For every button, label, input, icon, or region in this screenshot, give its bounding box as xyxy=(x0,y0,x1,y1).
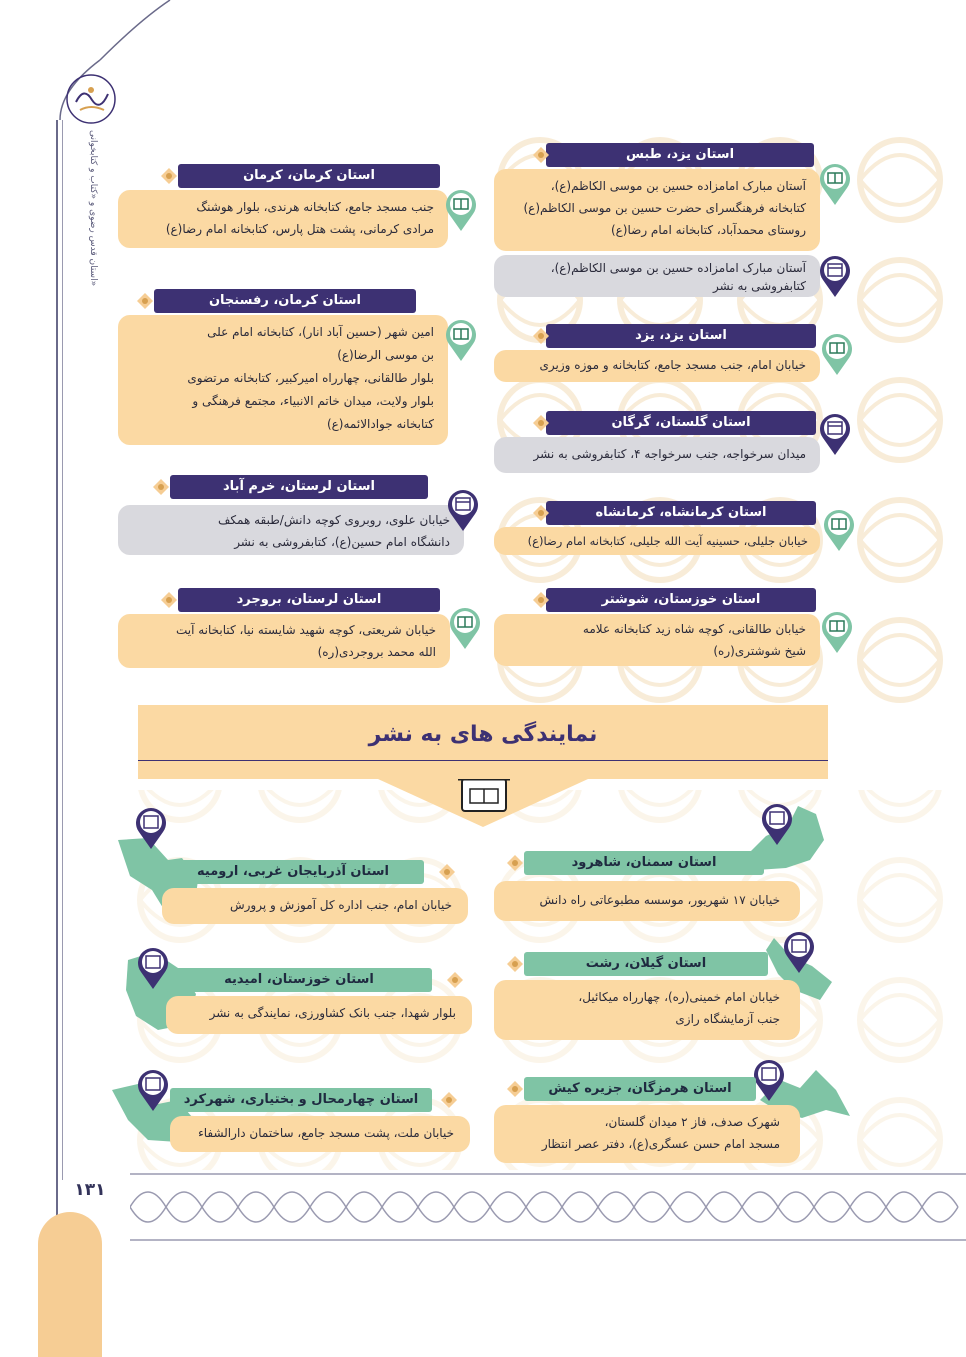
title-ornament-icon xyxy=(532,504,550,522)
page-frame-line xyxy=(56,120,58,1220)
card-body: خیابان طالقانی، کوچه شاه زید کتابخانه علامه شیخ شوشتری(ره) xyxy=(494,614,820,666)
mishkat-logo xyxy=(64,72,118,126)
card-title: استان سمنان، شاهرود xyxy=(524,851,764,875)
title-ornament-icon xyxy=(446,971,464,989)
title-ornament-icon xyxy=(532,146,550,164)
card-body: خیابان ملت، پشت مسجد جامع، ساختمان دارالشفاء xyxy=(170,1116,470,1152)
book-pin-icon xyxy=(820,330,854,376)
card-body: میدان سرخواجه، جنب سرخواجه ۴، کتابفروشی به نشر xyxy=(494,437,820,473)
card-body: آستان مبارک امامزاده حسین بن موسی الکاظم(ع)، کتابخانه فرهنگسرای حضرت حسین بن موسی الکاظم(ع) روستای محمدآباد، کتابخانه امام رضا(ع) xyxy=(494,169,820,251)
card-body: خیابان امام، جنب اداره کل آموزش و پرورش xyxy=(162,888,468,924)
title-ornament-icon xyxy=(532,414,550,432)
card-body: امین شهر (حسین آباد انار)، کتابخانه امام علی بن موسی الرضا(ع) بلوار طالقانی، چهارراه امیرکبیر، کتابخانه مرتضوی بلوار ولایت، میدان خاتم الانبیاء، مجتمع فرهنگی و کتابخانه جوادالائمه(ع) xyxy=(118,315,448,445)
title-ornament-icon xyxy=(160,591,178,609)
book-pin-icon xyxy=(822,506,856,552)
card-body: خیابان امام، جنب مسجد جامع، کتابخانه و موزه وزیری xyxy=(494,350,820,382)
card-title: استان یزد، طبس xyxy=(546,143,814,167)
card-title: استان خوزستان، شوشتر xyxy=(546,588,816,612)
side-running-title: آستان قدس رضوی و «کتاب و کتابخوانی» xyxy=(88,130,98,287)
card-title: استان کرمان، کرمان xyxy=(178,164,440,188)
agency-pin-icon xyxy=(136,944,170,990)
store-pin-icon xyxy=(446,486,480,532)
title-ornament-icon xyxy=(438,863,456,881)
card-title: استان کرمان، رفسنجان xyxy=(154,289,416,313)
card-title: استان هرمزگان، جزیره کیش xyxy=(524,1077,756,1101)
book-pin-icon xyxy=(444,186,478,232)
bookstore-sign-icon xyxy=(378,779,588,829)
title-ornament-icon xyxy=(440,1091,458,1109)
card-title: استان لرستان، خرم آباد xyxy=(170,475,428,499)
card-body: خیابان ۱۷ شهریور، موسسه مطبوعاتی راه دانش xyxy=(494,881,800,921)
card-body: خیابان جلیلی، حسینیه آیت الله جلیلی، کتابخانه امام رضا(ع) xyxy=(494,527,820,555)
card-title: استان خوزستان، امیدیه xyxy=(166,968,432,992)
card-title: استان لرستان، بروجرد xyxy=(178,588,440,612)
agency-pin-icon xyxy=(136,1066,170,1112)
card-title: استان چهارمحال و بختیاری، شهرکرد xyxy=(170,1088,432,1112)
title-ornament-icon xyxy=(532,591,550,609)
card-title: استان گیلان، رشت xyxy=(524,952,768,976)
page-tab xyxy=(38,1212,102,1357)
card-body: جنب مسجد جامع، کتابخانه هرندی، بلوار هوشنگ مرادی کرمانی، پشت هتل پارس، کتابخانه امام رضا(ع) xyxy=(118,190,448,248)
card-title: استان کرمانشاه، کرمانشاه xyxy=(546,501,816,525)
book-pin-icon xyxy=(818,160,852,206)
section-title: نمایندگی های به نشر xyxy=(368,722,598,747)
agency-pin-icon xyxy=(134,804,168,850)
page-frame-line xyxy=(62,120,63,1180)
title-ornament-icon xyxy=(160,167,178,185)
title-ornament-icon xyxy=(506,955,524,973)
card-body: خیابان علوی، روبروی کوچه دانش/طبقه همکف دانشگاه امام حسین(ع)، کتابفروشی به نشر xyxy=(118,505,464,555)
card-body: بلوار شهدا، جنب بانک کشاورزی، نمایندگی به نشر xyxy=(166,996,472,1034)
card-title: استان گلستان، گرگان xyxy=(546,411,816,435)
page-number: ۱۳۱ xyxy=(74,1180,106,1200)
card-title: استان آذربایجان غربی، ارومیه xyxy=(162,860,424,884)
card-body: آستان مبارک امامزاده حسین بن موسی الکاظم(ع)، کتابفروشی به نشر xyxy=(494,255,820,297)
book-pin-icon xyxy=(448,604,482,650)
card-body: خیابان امام خمینی(ره)، چهارراه میکائیل، جنب آزمایشگاه رازی xyxy=(494,980,800,1040)
store-pin-icon xyxy=(818,410,852,456)
title-ornament-icon xyxy=(506,1080,524,1098)
agency-pin-icon xyxy=(752,1056,786,1102)
store-pin-icon xyxy=(818,252,852,298)
book-pin-icon xyxy=(820,608,854,654)
card-title: استان یزد، یزد xyxy=(546,324,816,348)
title-ornament-icon xyxy=(532,327,550,345)
card-body: خیابان شریعتی، کوچه شهید شایسته نیا، کتابخانه آیت الله محمد بروجردی(ره) xyxy=(118,614,450,668)
agency-pin-icon xyxy=(760,800,794,846)
banner-divider xyxy=(138,760,828,761)
bottom-arch-pattern xyxy=(130,1172,966,1242)
title-ornament-icon xyxy=(506,854,524,872)
title-ornament-icon xyxy=(136,292,154,310)
agency-pin-icon xyxy=(782,928,816,974)
card-body: شهرک صدف، فاز ۲ میدان گلستان، مسجد امام حسن عسگری(ع)، دفتر عصر انتظار xyxy=(494,1105,800,1163)
title-ornament-icon xyxy=(152,478,170,496)
book-pin-icon xyxy=(444,316,478,362)
